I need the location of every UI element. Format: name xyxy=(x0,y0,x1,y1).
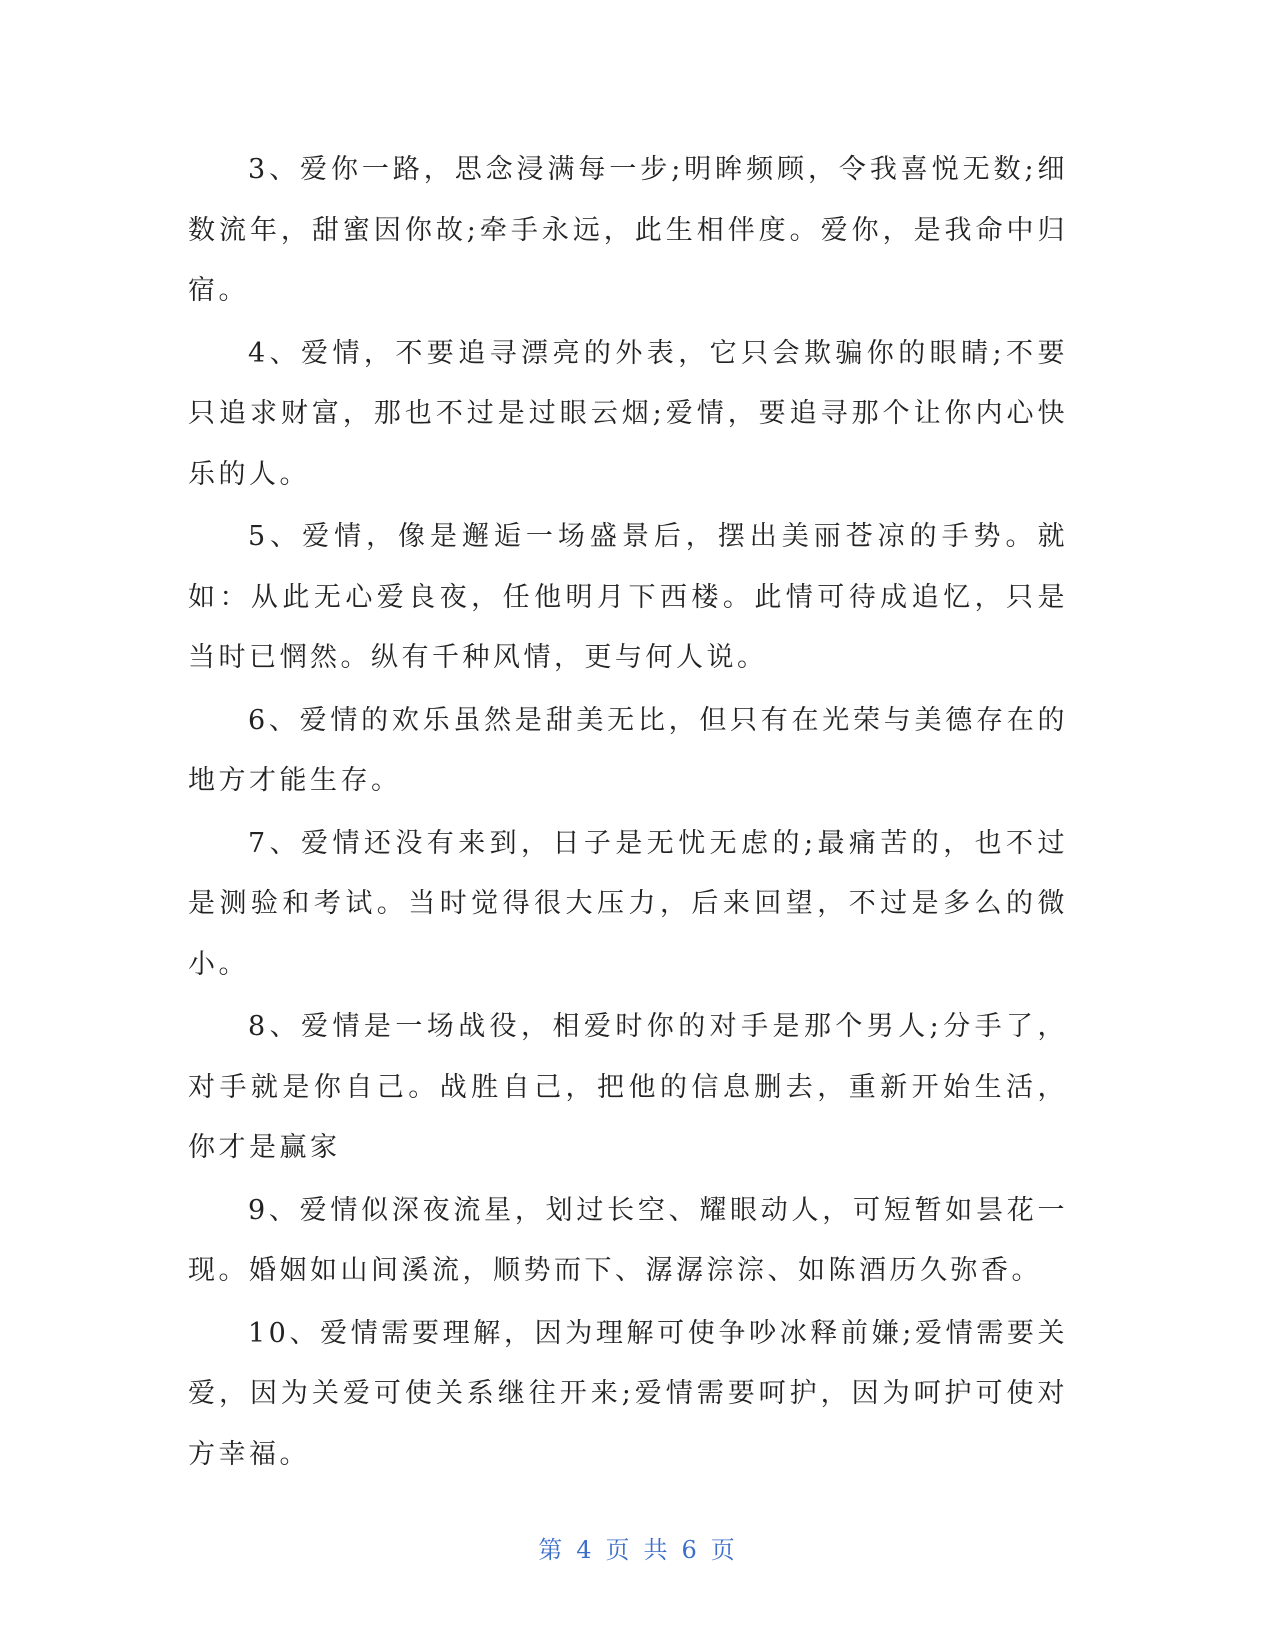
paragraph-3: 3、爱你一路，思念浸满每一步;明眸频顾，令我喜悦无数;细数流年，甜蜜因你故;牵手永远，此生相伴度。爱你，是我命中归宿。 xyxy=(188,154,1068,306)
paragraph-4: 4、爱情，不要追寻漂亮的外表，它只会欺骗你的眼睛;不要只追求财富，那也不过是过眼云烟;爱情，要追寻那个让你内心快乐的人。 xyxy=(188,337,1068,490)
footer-suffix: 页 xyxy=(710,1536,737,1564)
footer-prefix: 第 xyxy=(538,1536,565,1564)
page-footer xyxy=(0,1530,1275,1565)
footer-total-word: 共 xyxy=(643,1536,670,1564)
paragraph-9: 9、爱情似深夜流星，划过长空、耀眼动人，可短暂如昙花一现。婚姻如山间溪流，顺势而下、潺潺淙淙、如陈酒历久弥香。 xyxy=(188,1194,1068,1286)
paragraph-10: 10、爱情需要理解，因为理解可使争吵冰释前嫌;爱情需要关爱，因为关爱可使关系继往开来;爱情需要呵护，因为呵护可使对方幸福。 xyxy=(188,1317,1068,1470)
paragraph-7: 7、爱情还没有来到，日子是无忧无虑的;最痛苦的，也不过是测验和考试。当时觉得很大压力，后来回望，不过是多么的微小。 xyxy=(188,827,1068,980)
paragraph-5: 5、爱情，像是邂逅一场盛景后，摆出美丽苍凉的手势。就如：从此无心爱良夜，任他明月下西楼。此情可待成追忆，只是当时已惘然。纵有千种风情，更与何人说。 xyxy=(188,521,1068,673)
footer-page-word: 页 xyxy=(605,1536,632,1564)
footer-total-pages: 6 xyxy=(681,1536,699,1564)
document-body xyxy=(188,140,1068,1487)
paragraph-8: 8、爱情是一场战役，相爱时你的对手是那个男人;分手了，对手就是你自己。战胜自己，把他的信息删去，重新开始生活，你才是赢家 xyxy=(188,1011,1068,1163)
paragraph-6: 6、爱情的欢乐虽然是甜美无比，但只有在光荣与美德存在的地方才能生存。 xyxy=(188,704,1068,796)
footer-current-page: 4 xyxy=(576,1536,594,1564)
